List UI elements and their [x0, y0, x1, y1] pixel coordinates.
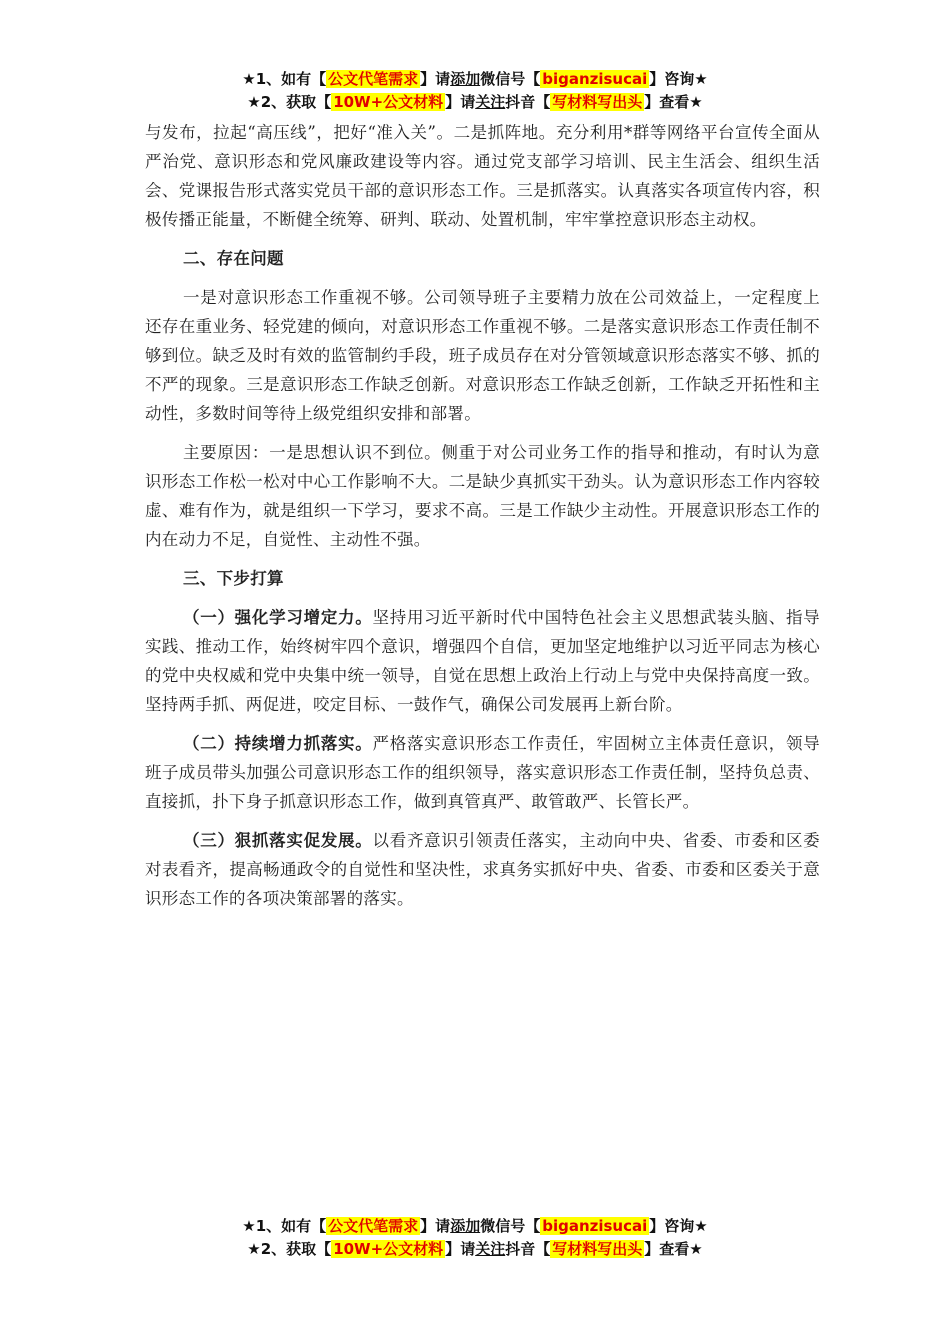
highlight-text: biganzisucai — [542, 70, 648, 88]
highlight-text: 10W+公文材料 — [333, 1240, 444, 1258]
document-body — [145, 118, 820, 923]
paragraph: （一）强化学习增定力。坚持用习近平新时代中国特色社会主义思想武装头脑、指导实践、推动工作，始终树牢四个意识，增强四个自信，更加坚定地维护以习近平同志为核心的党中央权威和党中央集中统一领导，自觉在思想上政治上行动上与党中央保持高度一致。坚持两手抓、两促进，咬定目标、一鼓作气，确保公司发展再上新台阶。 — [145, 608, 820, 714]
top-promo-banner — [0, 68, 950, 114]
highlight-text: 公文代笔需求 — [328, 1217, 419, 1235]
highlight-text: biganzisucai — [542, 1217, 648, 1235]
banner-line-1: ★1、如有【 公文代笔需求 】请添加微信号【 biganzisucai 】咨询★ — [242, 1217, 708, 1235]
highlight-text: 公文代笔需求 — [328, 70, 419, 88]
paragraph: 主要原因：一是思想认识不到位。侧重于对公司业务工作的指导和推动，有时认为意识形态工作松一松对中心工作影响不大。二是缺少真抓实干劲头。认为意识形态工作内容较虚、难有作为，就是组织一下学习，要求不高。三是工作缺少主动性。开展意识形态工作的内在动力不足，自觉性、主动性不强。 — [145, 443, 820, 549]
banner-line-1: ★1、如有【 公文代笔需求 】请添加微信号【 biganzisucai 】咨询★ — [242, 70, 708, 88]
paragraph: 与发布，拉起“高压线”，把好“准入关”。二是抓阵地。充分利用*群等网络平台宣传全面从严治党、意识形态和党风廉政建设等内容。通过党支部学习培训、民主生活会、组织生活会、党课报告形式落实党员干部的意识形态工作。三是抓落实。认真落实各项宣传内容，积极传播正能量，不断健全统筹、研判、联动、处置机制，牢牢掌控意识形态主动权。 — [145, 123, 820, 229]
subsection-title: （二）持续增力抓落实。 — [183, 734, 373, 753]
subsection-title: （一）强化学习增定力。 — [183, 608, 373, 627]
banner-line-2: ★2、获取【 10W+公文材料 】请关注抖音【 写材料写出头 】查看★ — [247, 93, 703, 111]
paragraph: 一是对意识形态工作重视不够。公司领导班子主要精力放在公司效益上，一定程度上还存在重业务、轻党建的倾向，对意识形态工作重视不够。二是落实意识形态工作责任制不够到位。缺乏及时有效的监管制约手段，班子成员存在对分管领域意识形态落实不够、抓的不严的现象。三是意识形态工作缺乏创新。对意识形态工作缺乏创新，工作缺乏开拓性和主动性，多数时间等待上级党组织安排和部署。 — [145, 288, 820, 423]
bottom-promo-banner — [0, 1215, 950, 1261]
paragraph: （二）持续增力抓落实。严格落实意识形态工作责任，牢固树立主体责任意识，领导班子成员带头加强公司意识形态工作的组织领导，落实意识形态工作责任制，坚持负总责、直接抓，扑下身子抓意识形态工作，做到真管真严、敢管敢严、长管长严。 — [145, 734, 820, 811]
subsection-title: （三）狠抓落实促发展。 — [183, 831, 373, 850]
section-heading: 二、存在问题 — [183, 249, 284, 268]
banner-line-2: ★2、获取【 10W+公文材料 】请关注抖音【 写材料写出头 】查看★ — [247, 1240, 703, 1258]
paragraph: （三）狠抓落实促发展。以看齐意识引领责任落实，主动向中央、省委、市委和区委对表看齐，提高畅通政令的自觉性和坚决性，求真务实抓好中央、省委、市委和区委关于意识形态工作的各项决策部署的落实。 — [145, 831, 820, 908]
highlight-text: 写材料写出头 — [552, 1240, 643, 1258]
highlight-text: 10W+公文材料 — [333, 93, 444, 111]
highlight-text: 写材料写出头 — [552, 93, 643, 111]
section-heading: 三、下步打算 — [183, 569, 284, 588]
